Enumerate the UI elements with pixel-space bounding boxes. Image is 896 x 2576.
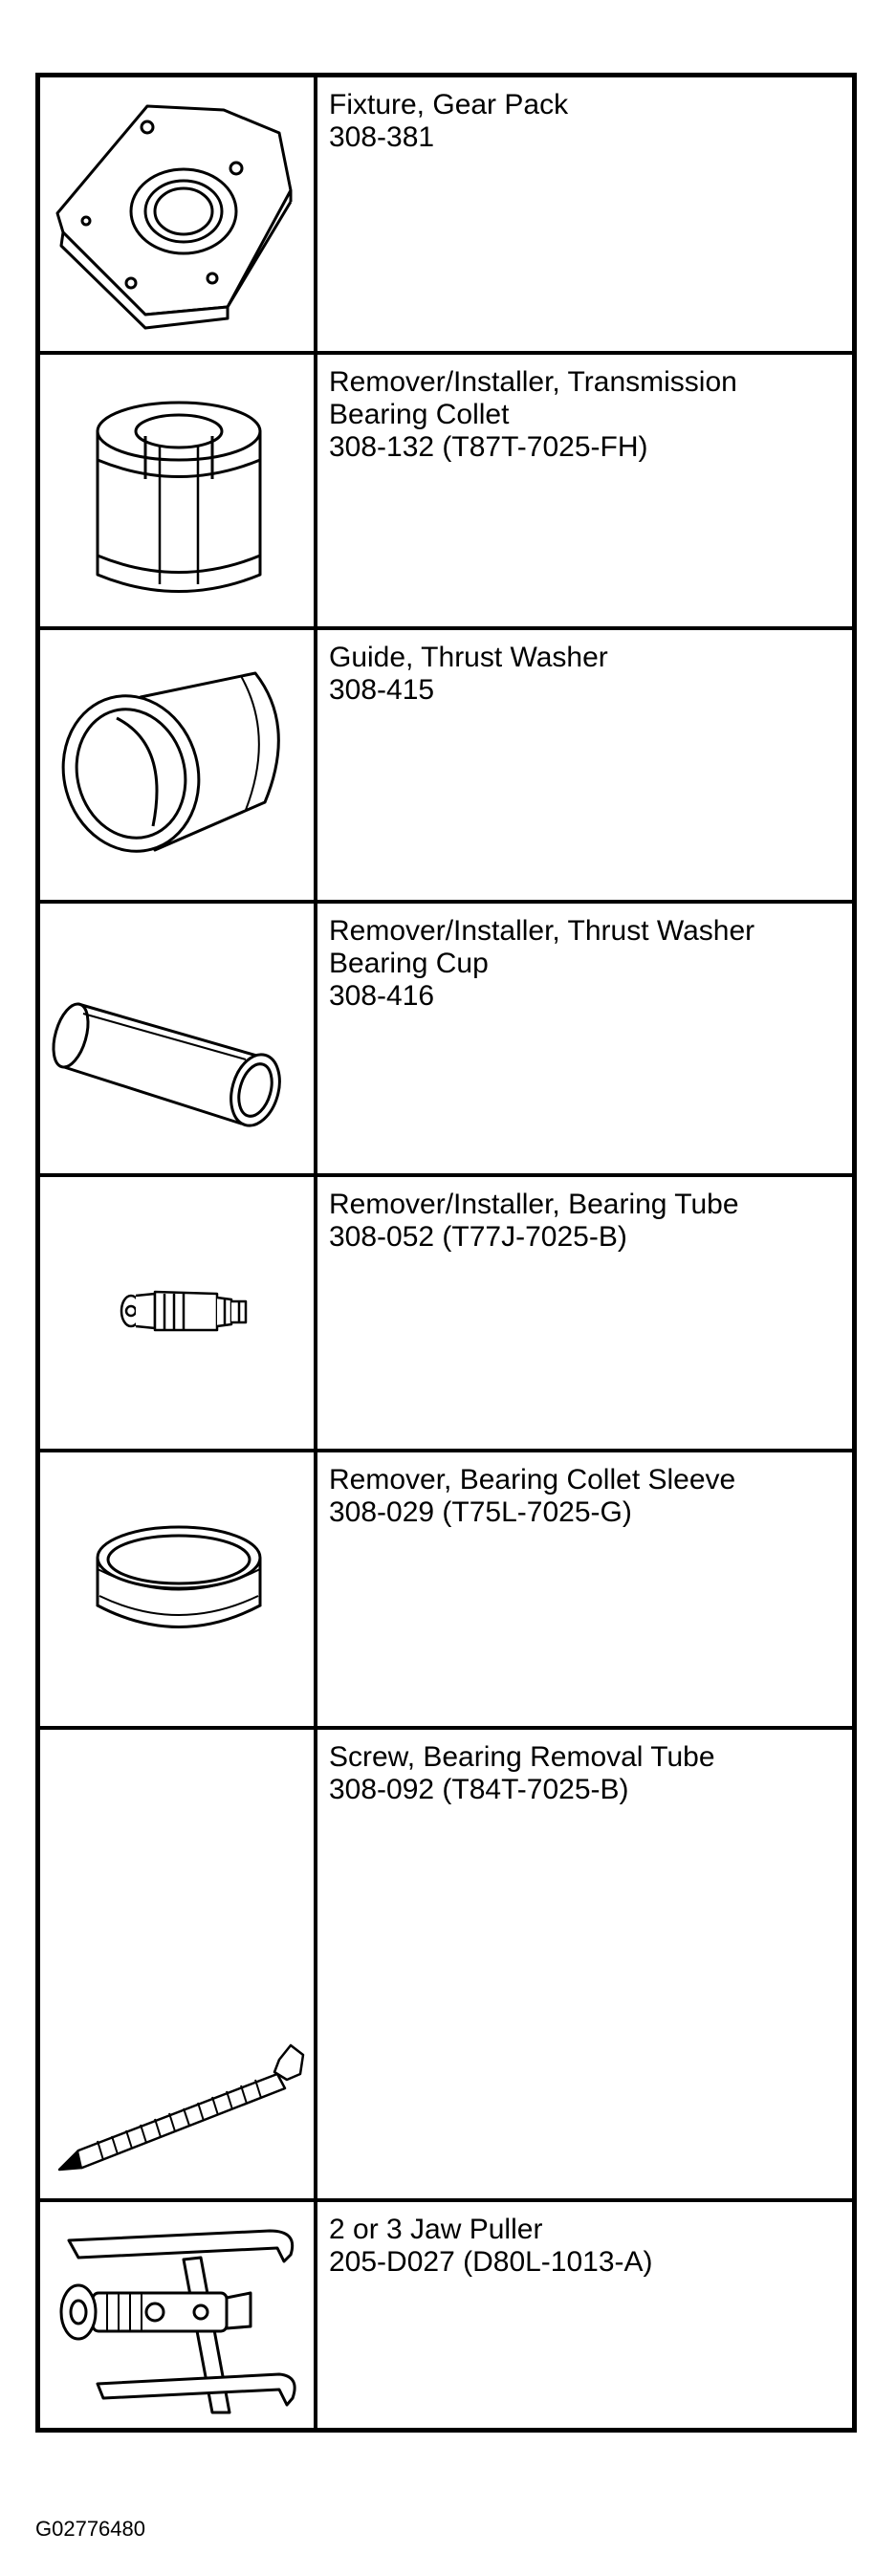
- tool-name: Screw, Bearing Removal Tube: [329, 1741, 715, 1773]
- tool-description-cell: [316, 1175, 855, 1451]
- tool-image-cell: [38, 1451, 317, 1728]
- tool-image-cell: [38, 1175, 317, 1451]
- tool-name: Fixture, Gear Pack: [329, 89, 569, 120]
- figure-id: G02776480: [35, 2517, 145, 2541]
- tool-number: 308-381: [329, 121, 435, 153]
- bearing-collet-tool-icon: [40, 355, 314, 626]
- tool-name: Remover/Installer, Transmission: [329, 366, 737, 398]
- tool-image-cell: [38, 902, 317, 1175]
- tool-number: 205-D027 (D80L-1013-A): [329, 2246, 653, 2278]
- special-tools-table: [35, 73, 857, 2433]
- table-row: [38, 1728, 855, 2200]
- tool-description-cell: [316, 902, 855, 1175]
- tool-number: 308-132 (T87T-7025-FH): [329, 431, 648, 463]
- tool-description-cell: [316, 76, 855, 354]
- tool-name: Remover, Bearing Collet Sleeve: [329, 1464, 736, 1495]
- tool-description-cell: [316, 353, 855, 628]
- tool-description-cell: [316, 2200, 855, 2431]
- tool-name: Guide, Thrust Washer: [329, 642, 608, 673]
- tool-number: 308-416: [329, 980, 435, 1012]
- tool-name-continued: Bearing Collet: [329, 399, 510, 430]
- table-row: [38, 1175, 855, 1451]
- bearing-removal-screw-icon: [40, 1730, 314, 2198]
- tool-image-cell: [38, 76, 317, 354]
- tool-description-cell: [316, 1728, 855, 2200]
- tool-number: 308-092 (T84T-7025-B): [329, 1774, 629, 1805]
- tool-number: 308-029 (T75L-7025-G): [329, 1496, 632, 1528]
- thrust-washer-bearing-cup-tool-icon: [40, 904, 314, 1173]
- tool-description-cell: [316, 1451, 855, 1728]
- tool-number: 308-415: [329, 674, 435, 706]
- tool-description-cell: [316, 628, 855, 902]
- table-row: [38, 902, 855, 1175]
- tool-image-cell: [38, 628, 317, 902]
- tool-number: 308-052 (T77J-7025-B): [329, 1221, 627, 1253]
- tool-image-cell: [38, 353, 317, 628]
- thrust-washer-guide-icon: [40, 630, 314, 900]
- tool-name: Remover/Installer, Thrust Washer: [329, 915, 755, 947]
- table-row: [38, 353, 855, 628]
- table-row: [38, 628, 855, 902]
- gear-pack-fixture-icon: [40, 77, 314, 351]
- tool-name: 2 or 3 Jaw Puller: [329, 2214, 543, 2245]
- bearing-tube-tool-icon: [40, 1177, 314, 1449]
- table-row: [38, 1451, 855, 1728]
- jaw-puller-icon: [40, 2202, 314, 2428]
- tool-image-cell: [38, 1728, 317, 2200]
- tool-image-cell: [38, 2200, 317, 2431]
- bearing-collet-sleeve-icon: [40, 1452, 314, 1726]
- table-row: [38, 76, 855, 354]
- tool-name: Remover/Installer, Bearing Tube: [329, 1189, 739, 1220]
- tool-name-continued: Bearing Cup: [329, 948, 489, 979]
- table-row: [38, 2200, 855, 2431]
